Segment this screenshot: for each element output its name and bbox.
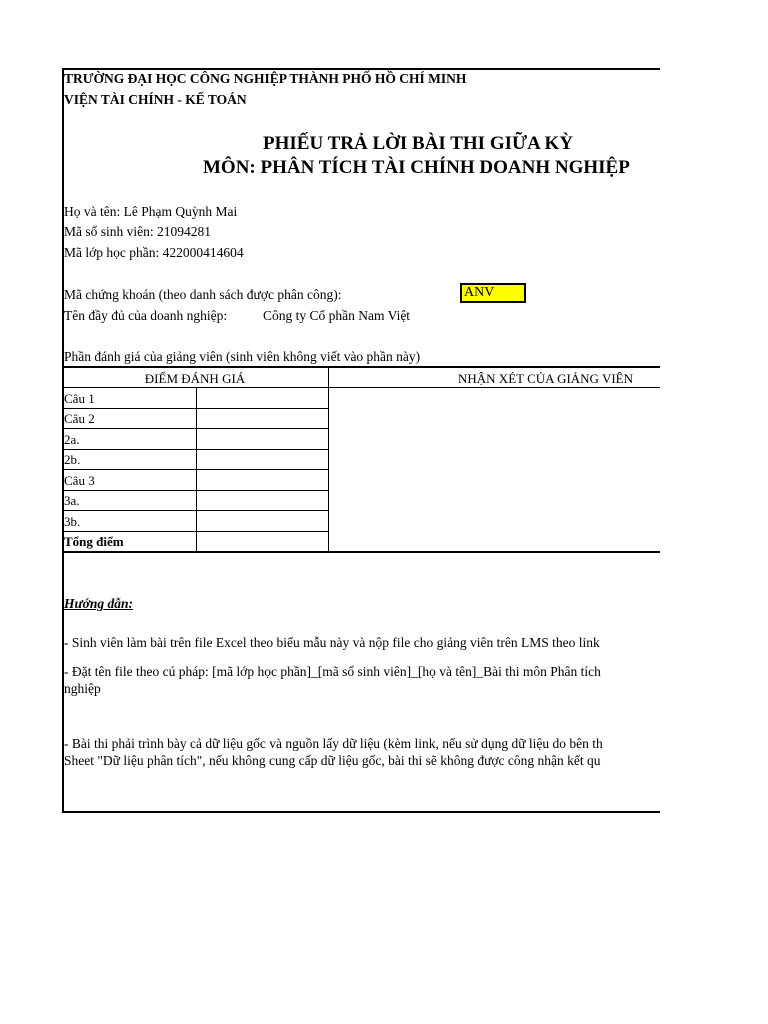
instruction-item: - Sinh viên làm bài trên file Excel theo biểu mẫu này và nộp file cho giảng viên trên LMS theo link (64, 635, 600, 650)
row-line (63, 469, 329, 470)
ticker-label: Mã chứng khoán (theo danh sách được phân công): (64, 287, 342, 302)
score-input[interactable] (197, 409, 328, 428)
instruction-item-continued: nghiệp (64, 681, 101, 696)
top-border (62, 68, 660, 70)
header-bottom-line (62, 387, 660, 388)
comment-area[interactable] (329, 389, 660, 551)
table-top-line (62, 366, 660, 368)
bottom-border (62, 811, 660, 813)
score-input[interactable] (197, 491, 328, 510)
score-row-label: Câu 1 (64, 391, 95, 406)
comment-header: NHẬN XÉT CỦA GIẢNG VIÊN (458, 371, 634, 386)
student-name: Họ và tên: Lê Phạm Quỳnh Mai (64, 204, 238, 219)
row-line (63, 510, 329, 511)
instructions-heading: Hướng dẫn: (64, 596, 133, 611)
score-row-label: Câu 2 (64, 411, 95, 426)
company-name-value: Công ty Cổ phần Nam Việt (263, 308, 411, 323)
ticker-value[interactable]: ANV (460, 283, 526, 303)
score-header: ĐIỂM ĐÁNH GIÁ (144, 371, 246, 386)
institute-name: VIỆN TÀI CHÍNH - KẾ TOÁN (64, 92, 247, 107)
score-row-label: 2b. (64, 452, 81, 467)
score-input[interactable] (197, 450, 328, 469)
class-code: Mã lớp học phần: 422000414604 (64, 245, 244, 260)
instruction-item-continued: Sheet "Dữ liệu phân tích", nếu không cung cấp dữ liệu gốc, bài thi sẽ không được công nhận kết qu (64, 753, 601, 768)
subject-title: MÔN: PHÂN TÍCH TÀI CHÍNH DOANH NGHIỆP (203, 157, 630, 178)
total-score-label: Tổng điểm (64, 534, 124, 549)
score-row-label: 3a. (64, 493, 80, 508)
score-row-label: 3b. (64, 514, 81, 529)
company-name-label: Tên đầy đủ của doanh nghiệp: (64, 308, 228, 323)
row-line (63, 428, 329, 429)
score-input[interactable] (197, 512, 328, 531)
score-input[interactable] (197, 430, 328, 449)
form-title: PHIẾU TRẢ LỜI BÀI THI GIỮA KỲ (263, 133, 574, 154)
score-row-label: 2a. (64, 432, 80, 447)
table-bottom-line (62, 551, 660, 553)
score-row-label: Câu 3 (64, 473, 95, 488)
instruction-item: - Bài thi phải trình bày cả dữ liệu gốc và nguồn lấy dữ liệu (kèm link, nếu sử dụng dữ liệu do bên th (64, 736, 603, 751)
score-input[interactable] (197, 471, 328, 490)
grading-caption: Phần đánh giá của giảng viên (sinh viên không viết vào phần này) (64, 349, 421, 364)
score-input[interactable] (197, 389, 328, 408)
total-score-input[interactable] (197, 532, 328, 551)
university-name: TRƯỜNG ĐẠI HỌC CÔNG NGHIỆP THÀNH PHỐ HỒ CHÍ MINH (64, 71, 467, 86)
student-id: Mã số sinh viên: 21094281 (64, 224, 211, 239)
instruction-item: - Đặt tên file theo cú pháp: [mã lớp học phần]_[mã số sinh viên]_[họ và tên]_Bài thi môn Phân tích (64, 664, 601, 679)
